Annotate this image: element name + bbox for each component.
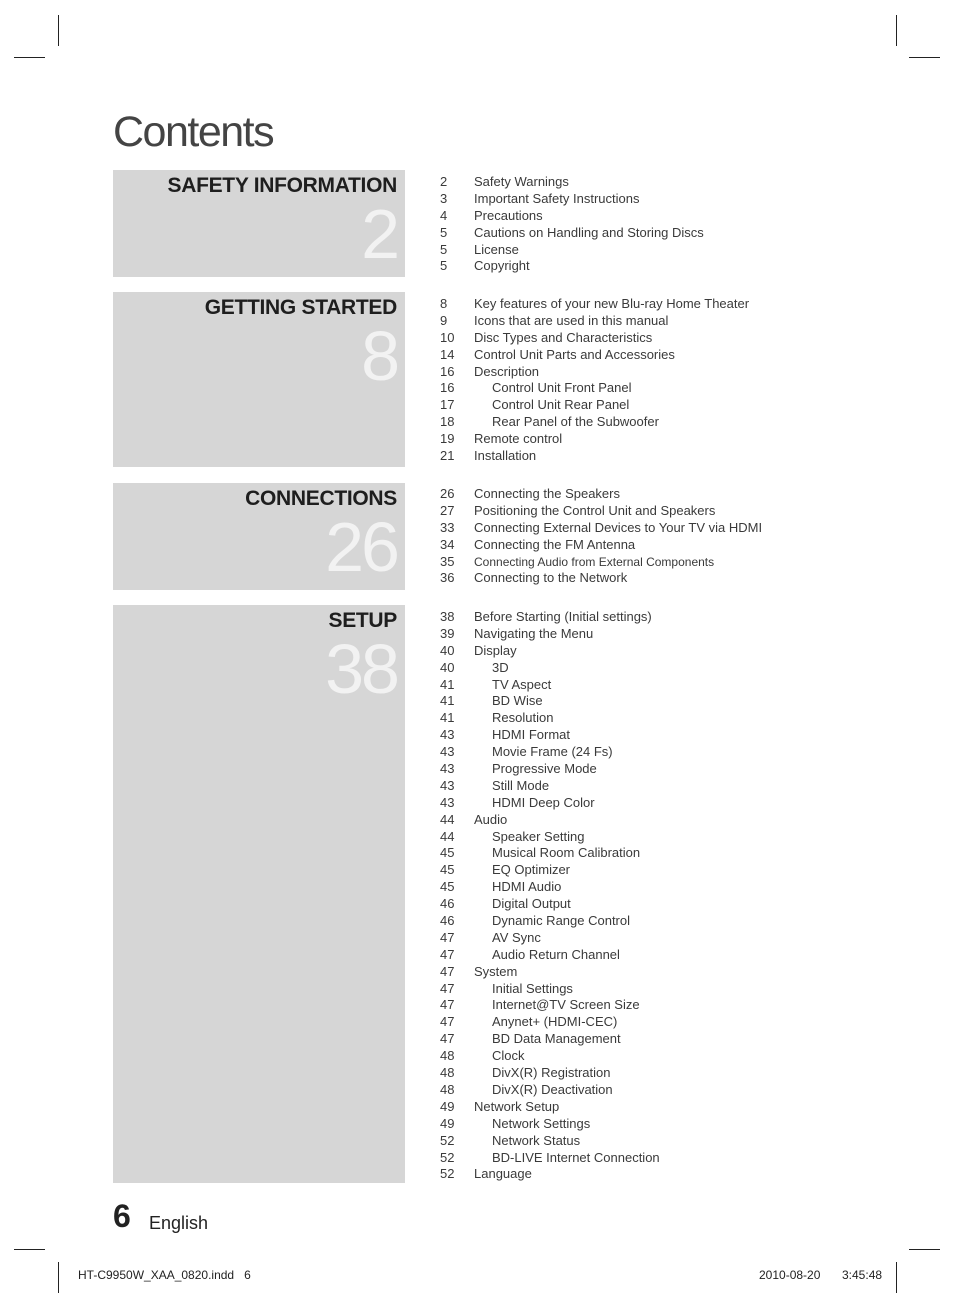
toc-page-number: 41 [440, 693, 455, 709]
toc-label: Remote control [474, 431, 563, 447]
toc-label: BD Wise [492, 693, 543, 709]
toc-label: Navigating the Menu [474, 625, 594, 641]
toc-label: 3D [492, 659, 509, 675]
toc-page-number: 47 [440, 963, 455, 979]
toc-label: EQ Optimizer [492, 862, 571, 878]
toc-label: Control Unit Front Panel [492, 380, 632, 396]
crop-mark [58, 1262, 59, 1293]
toc-page-number: 19 [440, 431, 455, 447]
toc-label: TV Aspect [492, 676, 552, 692]
crop-mark [58, 15, 59, 46]
section-setup [113, 605, 405, 1183]
toc-label: Positioning the Control Unit and Speakers [474, 502, 716, 518]
toc-label: DivX(R) Registration [492, 1065, 611, 1081]
toc-page-number: 46 [440, 896, 455, 912]
toc-label: Display [474, 642, 517, 658]
toc-page-number: 44 [440, 811, 455, 827]
toc-page-number: 48 [440, 1065, 455, 1081]
toc-page-number: 52 [440, 1149, 455, 1165]
toc-page-number: 47 [440, 946, 455, 962]
toc-page-number: 26 [440, 486, 455, 501]
footer-page-number: 6 [113, 1198, 131, 1234]
crop-mark [909, 1249, 940, 1250]
toc-page-number: 45 [440, 862, 455, 878]
toc-label: Connecting Audio from External Components [474, 554, 715, 569]
toc-page-number: 36 [440, 570, 455, 586]
toc-page-number: 5 [440, 258, 448, 274]
toc-label: BD Data Management [492, 1031, 621, 1047]
toc-page-number: 18 [440, 414, 455, 430]
toc-label: Initial Settings [492, 980, 573, 996]
crop-mark [14, 1249, 45, 1250]
toc-label: Rear Panel of the Subwoofer [492, 414, 659, 430]
toc-label: Resolution [492, 710, 554, 726]
toc-page-number: 43 [440, 794, 455, 810]
toc-label: HDMI Deep Color [492, 794, 595, 810]
toc-label: BD-LIVE Internet Connection [492, 1149, 660, 1165]
toc-label: Language [474, 1166, 532, 1182]
toc-label: Connecting the FM Antenna [474, 536, 636, 552]
toc-label: Safety Warnings [474, 174, 569, 189]
toc-page-number: 34 [440, 536, 455, 552]
toc-label: Control Unit Parts and Accessories [474, 346, 675, 362]
toc-label: System [474, 963, 518, 979]
toc-label: Network Settings [492, 1115, 591, 1131]
toc-label: Internet@TV Screen Size [492, 997, 640, 1013]
page-title: Contents [113, 108, 274, 156]
toc-label: HDMI Format [492, 727, 570, 743]
toc-page-number: 9 [440, 312, 448, 328]
toc-page-number: 14 [440, 346, 455, 362]
section-number: 26 [325, 508, 397, 586]
toc-page-number: 45 [440, 845, 455, 861]
footer-language: English [149, 1213, 209, 1233]
toc-page-number: 21 [440, 448, 455, 464]
toc-page-number: 47 [440, 980, 455, 996]
toc-page-number: 49 [440, 1098, 455, 1114]
crop-mark [14, 57, 45, 58]
toc-label: Description [474, 363, 540, 379]
toc-page-number: 17 [440, 397, 455, 413]
toc-label: Clock [492, 1048, 525, 1064]
toc-page-number: 43 [440, 727, 455, 743]
print-time: 3:45:48 [842, 1268, 883, 1282]
toc-page-number: 45 [440, 879, 455, 895]
toc-label: Installation [474, 448, 537, 464]
toc-label: Before Starting (Initial settings) [474, 609, 652, 624]
toc-label: Icons that are used in this manual [474, 312, 669, 328]
toc-page-number: 41 [440, 710, 455, 726]
section-number: 2 [361, 195, 397, 273]
section-heading: SAFETY INFORMATION [167, 174, 397, 197]
toc-page-number: 40 [440, 642, 455, 658]
toc-page-number: 16 [440, 363, 455, 379]
toc-label: Speaker Setting [492, 828, 585, 844]
toc-page-number: 33 [440, 519, 455, 535]
toc-label: Network Setup [474, 1098, 560, 1114]
toc-page-number: 5 [440, 224, 448, 240]
toc-page-number: 2 [440, 174, 448, 189]
toc-page-number: 44 [440, 828, 455, 844]
toc-page-number: 52 [440, 1166, 455, 1182]
toc-label: License [474, 241, 519, 257]
toc-label: Cautions on Handling and Storing Discs [474, 224, 704, 240]
section-heading: CONNECTIONS [245, 487, 397, 510]
toc-page-number: 16 [440, 380, 455, 396]
section-getting-started [113, 292, 405, 467]
toc-page-number: 39 [440, 625, 455, 641]
toc-page-number: 47 [440, 929, 455, 945]
toc-label: Still Mode [492, 777, 550, 793]
toc-label: Connecting External Devices to Your TV via HDMI [474, 519, 763, 535]
toc-page-number: 4 [440, 207, 448, 223]
toc-label: Audio [474, 811, 508, 827]
toc-page-number: 10 [440, 329, 455, 345]
toc-page-number: 43 [440, 777, 455, 793]
toc-label: Precautions [474, 207, 543, 223]
toc-page-number: 35 [440, 553, 455, 569]
toc-page-number: 3 [440, 190, 448, 206]
toc-label: Connecting the Speakers [474, 486, 620, 501]
toc-page-number: 52 [440, 1132, 455, 1148]
section-number: 8 [361, 317, 397, 395]
toc-page-number: 47 [440, 997, 455, 1013]
toc-label: Network Status [492, 1132, 581, 1148]
toc-label: Copyright [474, 258, 530, 274]
toc-label: Progressive Mode [492, 761, 597, 777]
toc-page-number: 43 [440, 744, 455, 760]
toc-label: Anynet+ (HDMI-CEC) [492, 1014, 618, 1030]
toc-label: Disc Types and Characteristics [474, 329, 653, 345]
toc-label: Key features of your new Blu-ray Home Theater [474, 296, 750, 311]
toc-page-number: 47 [440, 1014, 455, 1030]
toc-page-number: 43 [440, 761, 455, 777]
toc-page-number: 5 [440, 241, 448, 257]
toc-page-number: 48 [440, 1081, 455, 1097]
toc-label: AV Sync [492, 929, 541, 945]
toc-page-number: 27 [440, 502, 455, 518]
print-date: 2010-08-20 [759, 1268, 821, 1282]
section-number: 38 [325, 630, 397, 708]
section-safety-information [113, 170, 405, 277]
toc-label: Digital Output [492, 896, 571, 912]
toc-label: Movie Frame (24 Fs) [492, 744, 613, 760]
toc-label: Audio Return Channel [492, 946, 620, 962]
toc-label: Important Safety Instructions [474, 190, 640, 206]
toc-label: Control Unit Rear Panel [492, 397, 630, 413]
toc-page-number: 8 [440, 296, 448, 311]
toc-label: Connecting to the Network [474, 570, 628, 586]
toc-label: Musical Room Calibration [492, 845, 641, 861]
toc-label: Dynamic Range Control [492, 913, 631, 929]
toc-label: HDMI Audio [492, 879, 562, 895]
section-heading: GETTING STARTED [204, 296, 397, 319]
toc-label: DivX(R) Deactivation [492, 1081, 613, 1097]
crop-mark [896, 15, 897, 46]
toc-page-number: 48 [440, 1048, 455, 1064]
toc-page-number: 47 [440, 1031, 455, 1047]
toc-page-number: 46 [440, 913, 455, 929]
toc-page-number: 38 [440, 609, 455, 624]
crop-mark [896, 1262, 897, 1293]
section-heading: SETUP [328, 609, 397, 632]
toc-page-number: 49 [440, 1115, 455, 1131]
section-connections [113, 483, 405, 590]
toc-page-number: 41 [440, 676, 455, 692]
crop-mark [909, 57, 940, 58]
toc-page-number: 40 [440, 659, 455, 675]
print-file-name: HT-C9950W_XAA_0820.indd 6 [78, 1268, 251, 1282]
